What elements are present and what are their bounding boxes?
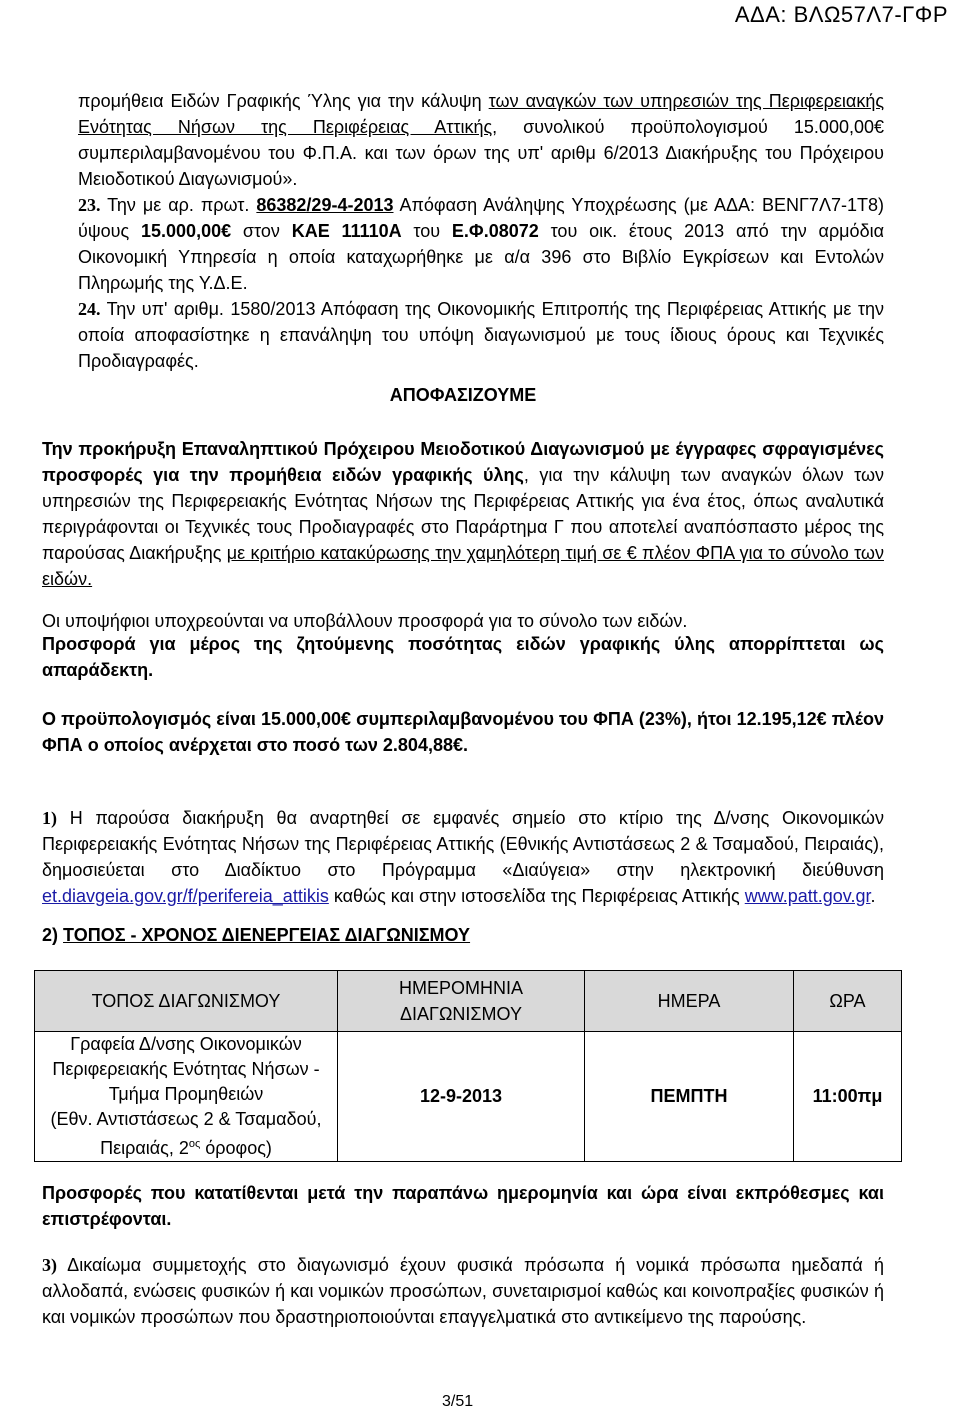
item-23-text-5: του οικ. έτους 2013 από την αρμόδια Οικονομική Υπηρεσία η οποία καταχωρήθηκε με α/α 396 στο Βιβλίο Εγκρίσεων και Εντολών Πληρωμής της Υ.Δ.Ε.: [78, 221, 884, 293]
section-2-heading: [42, 925, 470, 946]
document-ada-code: ΑΔΑ: ΒΛΩ57Λ7-ΓΦΡ: [734, 2, 948, 27]
decision-heading: ΑΠΟΦΑΣΙΖΟΥΜΕ: [389, 385, 537, 405]
section-number: 1): [42, 808, 57, 828]
place-line-tail: όροφος): [200, 1138, 272, 1158]
item-23-text-2: Απόφαση Ανάληψης Υποχρέωσης (με ΑΔΑ: ΒΕΝΓ7Λ7-1Τ8) ύψους: [78, 195, 884, 241]
place-line: Περιφερειακής Ενότητας Νήσων -: [52, 1059, 320, 1079]
budget-statement: Ο προϋπολογισμός είναι 15.000,00€ συμπεριλαμβανομένου του ΦΠΑ (23%), ήτοι 12.195,12€ πλέον ΦΠΑ ο οποίος ανέρχεται στο ποσό των 2.804,88€.: [42, 709, 884, 755]
item-number: 24.: [78, 299, 101, 319]
item-24: [78, 296, 884, 374]
place-line: (Εθν. Αντιστάσεως 2 & Τσαμαδού,: [50, 1109, 322, 1129]
venue-date-cell: 12-9-2013: [338, 1032, 585, 1162]
proclamation-paragraph: [42, 436, 884, 592]
venue-schedule-table: [34, 970, 902, 1162]
amount: 15.000,00€: [141, 221, 232, 241]
decision-number: 86382/29-4-2013: [256, 195, 394, 215]
award-criterion: με κριτήριο κατακύρωσης την χαμηλότερη τιμή σε € πλέον ΦΠΑ για το σύνολο των ειδών.: [42, 543, 884, 589]
item-24-text: Την υπ' αριθμ. 1580/2013 Απόφαση της Οικονομικής Επιτροπής της Περιφέρειας Αττικής με την οποία αποφασίστηκε η επανάληψη του υπόψη διαγωνισμού με τους ίδιους όρους και Τεχνικές Προδιαγραφές.: [78, 299, 884, 371]
section-number: 3): [42, 1255, 57, 1275]
section-number: 2): [42, 925, 59, 945]
item-22-text: προμήθεια Ειδών Γραφικής Ύλης για την κάλυψη: [78, 91, 489, 111]
item-22-continuation: [78, 88, 884, 192]
item-23-text: Την με αρ. πρωτ.: [107, 195, 257, 215]
venue-day-cell: ΠΕΜΠΤΗ: [585, 1032, 794, 1162]
section-2-title: ΤΟΠΟΣ - ΧΡΟΝΟΣ ΔΙΕΝΕΡΓΕΙΑΣ ΔΙΑΓΩΝΙΣΜΟΥ: [63, 925, 471, 945]
item-22-text-end: , συνολικού προϋπολογισμού 15.000,00€ συμπεριλαμβανομένου του Φ.Π.Α. και των όρων της υπ' αριθμ 6/2013 Διακήρυξης του Πρόχειρου Μειοδοτικού Διαγωνισμού».: [78, 117, 884, 189]
proclamation-bold: Την προκήρυξη Επαναληπτικού Πρόχειρου Μειοδοτικού Διαγωνισμού με έγγραφες σφραγισμένες προσφορές για την προμήθεια ειδών γραφικής ύλης: [42, 439, 884, 485]
place-line: [41, 1132, 331, 1161]
header-day: ΗΜΕΡΑ: [585, 971, 794, 1032]
place-line: Γραφεία Δ/νσης Οικονομικών: [70, 1034, 302, 1054]
diavgeia-link[interactable]: et.diavgeia.gov.gr/f/perifereia_attikis: [42, 886, 329, 906]
section-1-text: Η παρούσα διακήρυξη θα αναρτηθεί σε εμφανές σημείο στο κτίριο της Δ/νσης Οικονομικών Περιφερειακής Ενότητας Νήσων της Περιφέρειας Αττικής (Εθνικής Αντιστάσεως 2 & Τσαμαδού, Πειραιάς), δημοσιεύεται στο Διαδίκτυο στο Πρόγραμμα «Διαύγεια» στην ηλεκτρονική διεύθυνση: [42, 808, 884, 880]
ordinal-suffix: ος: [188, 1138, 201, 1150]
item-23-text-4: του: [401, 221, 452, 241]
item-23-text-3: στον: [231, 221, 292, 241]
venue-time-cell: 11:00πμ: [794, 1032, 902, 1162]
partial-offer-rejection: Προσφορά για μέρος της ζητούμενης ποσότητας ειδών γραφικής ύλης απορρίπτεται ως απαράδεκτη.: [42, 634, 884, 680]
table-row: [35, 1032, 902, 1162]
patt-website-link[interactable]: www.patt.gov.gr: [744, 886, 871, 906]
item-23: [78, 192, 884, 296]
obligation-text: Οι υποψήφιοι υποχρεούνται να υποβάλλουν προσφορά για το σύνολο των ειδών.: [42, 611, 688, 631]
section-3: [42, 1252, 884, 1330]
budget-code: ΚΑΕ 11110Α: [291, 221, 402, 241]
section-1-text-end: .: [870, 886, 876, 906]
page-number: 3/51: [442, 1393, 474, 1410]
section-1: [42, 805, 884, 909]
place-line-text: Πειραιάς, 2: [100, 1138, 189, 1158]
venue-place-cell: [35, 1032, 338, 1162]
place-line: Τμήμα Προμηθειών: [108, 1084, 264, 1104]
item-number: 23.: [78, 195, 101, 215]
table-header-row: [35, 971, 902, 1032]
header-time: ΩΡΑ: [794, 971, 902, 1032]
header-place: ΤΟΠΟΣ ΔΙΑΓΩΝΙΣΜΟΥ: [35, 971, 338, 1032]
item-22-underlined-text: των αναγκών των υπηρεσιών της Περιφερειακής Ενότητας Νήσων της Περιφέρειας Αττικής: [78, 91, 885, 137]
section-1-text-2: καθώς και στην ιστοσελίδα της Περιφέρειας Αττικής: [328, 886, 745, 906]
section-3-text: Δικαίωμα συμμετοχής στο διαγωνισμό έχουν φυσικά πρόσωπα ή νομικά πρόσωπα ημεδαπά ή αλλοδαπά, ενώσεις φυσικών ή και νομικών προσώπων, συνεταιρισμοί καθώς και κοινοπραξίες φυσικών ή και νομικών προσώπων που δραστηριοποιούνται επαγγελματικά στο αντικείμενο της παρούσης.: [42, 1255, 885, 1327]
header-date: ΗΜΕΡΟΜΗΝΙΑ ΔΙΑΓΩΝΙΣΜΟΥ: [338, 971, 585, 1032]
late-offers-notice: Προσφορές που κατατίθενται μετά την παραπάνω ημερομηνία και ώρα είναι εκπρόθεσμες και επιστρέφονται.: [42, 1183, 884, 1229]
ef-code: Ε.Φ.08072: [451, 221, 539, 241]
proclamation-text: , για την κάλυψη των αναγκών όλων των υπηρεσιών της Περιφερειακής Ενότητας Νήσων της Περιφέρειας Αττικής για ένα έτος, όπως αναλυτικά περιγράφονται οι Τεχνικές τους Προδιαγραφές στο Παράρτημα Γ που αποτελεί αναπόσπαστο μέρος της παρούσας Διακήρυξης: [42, 465, 884, 563]
